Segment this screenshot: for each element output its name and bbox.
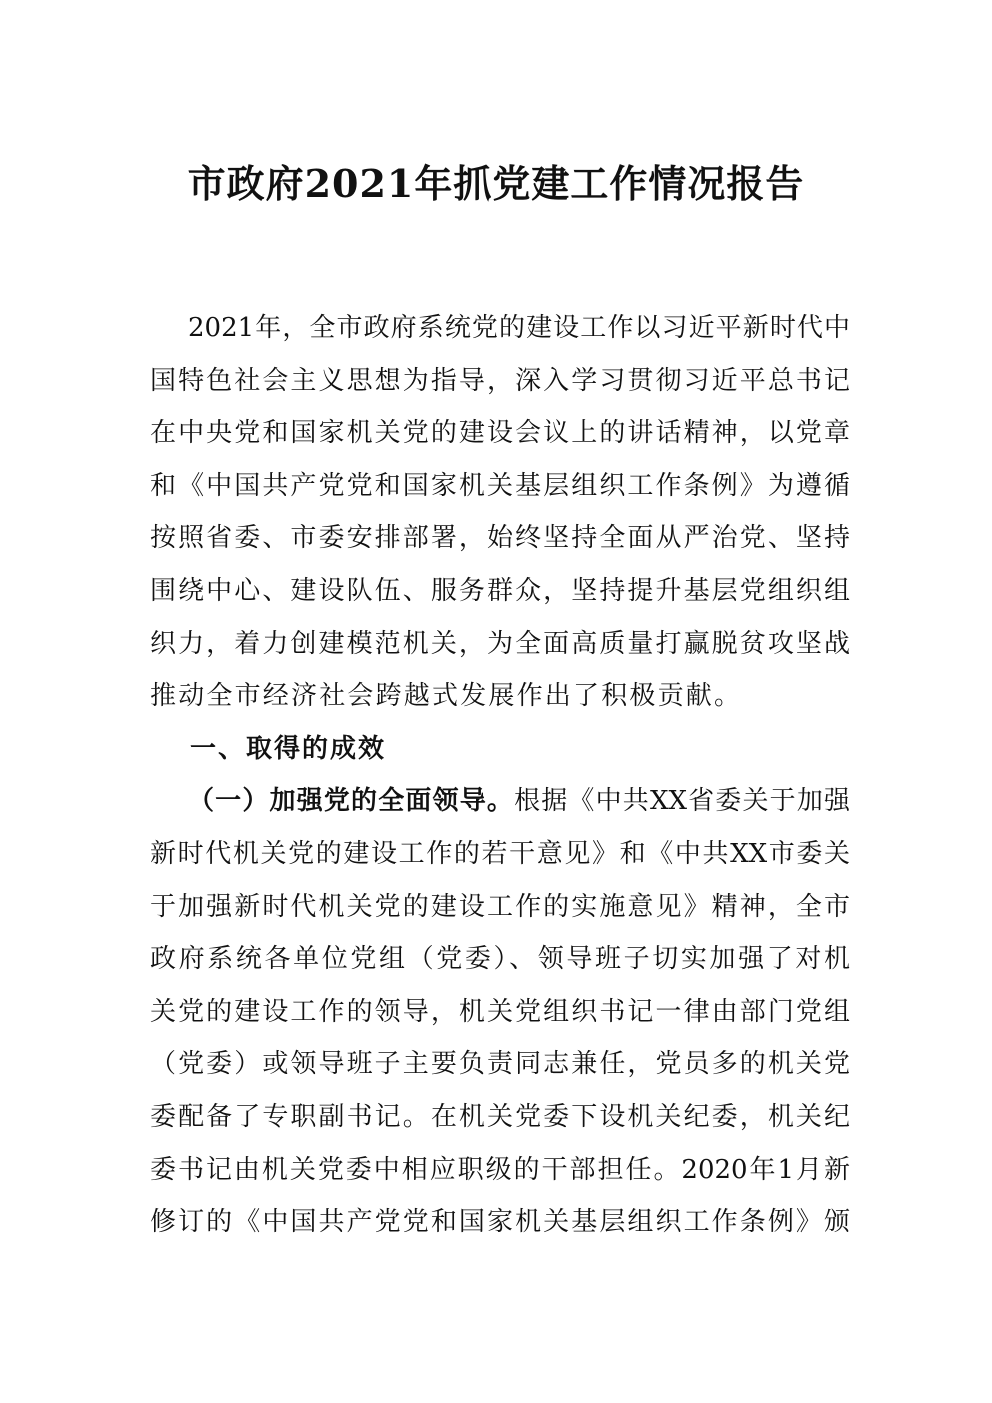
subsection-first-line (150, 775, 850, 828)
paragraph-line: 推动全市经济社会跨越式发展作出了积极贡献。 (150, 681, 743, 712)
paragraph-line: 和《中国共产党党和国家机关基层组织工作条例》为遵循 (150, 470, 850, 501)
paragraph-line: 委配备了专职副书记。在机关党委下设机关纪委，机关纪 (150, 1101, 850, 1132)
subsection-line-rest: 根据《中共XX省委关于加强 (514, 786, 850, 817)
document-title: 市政府2021年抓党建工作情况报告 (187, 161, 805, 206)
paragraph-line: 围绕中心、建设队伍、服务群众，坚持提升基层党组织组 (150, 575, 850, 606)
paragraph-line: 修订的《中国共产党党和国家机关基层组织工作条例》颁 (150, 1207, 850, 1238)
paragraph-line: 织力，着力创建模范机关，为全面高质量打赢脱贫攻坚战 (150, 628, 850, 659)
paragraph-line: 于加强新时代机关党的建设工作的实施意见》精神，全市 (150, 891, 850, 922)
document-body (150, 302, 850, 1249)
paragraph-line: 在中央党和国家机关党的建设会议上的讲话精神，以党章 (150, 418, 850, 449)
paragraph-line: 2021年，全市政府系统党的建设工作以习近平新时代中 (188, 313, 850, 343)
paragraph-line: 新时代机关党的建设工作的若干意见》和《中共XX市委关 (150, 838, 850, 869)
paragraph-line: 国特色社会主义思想为指导，深入学习贯彻习近平总书记 (150, 365, 850, 396)
paragraph-line: （党委）或领导班子主要负责同志兼任，党员多的机关党 (150, 1049, 850, 1080)
section-heading: 一、取得的成效 (190, 733, 387, 764)
subsection-heading: （一）加强党的全面领导。 (188, 786, 515, 817)
paragraph-line: 委书记由机关党委中相应职级的干部担任。2020年1月新 (150, 1154, 850, 1185)
paragraph-line: 政府系统各单位党组（党委）、领导班子切实加强了对机 (150, 944, 850, 975)
paragraph-line: 关党的建设工作的领导，机关党组织书记一律由部门党组 (150, 996, 850, 1027)
paragraph-line: 按照省委、市委安排部署，始终坚持全面从严治党、坚持 (150, 523, 850, 554)
